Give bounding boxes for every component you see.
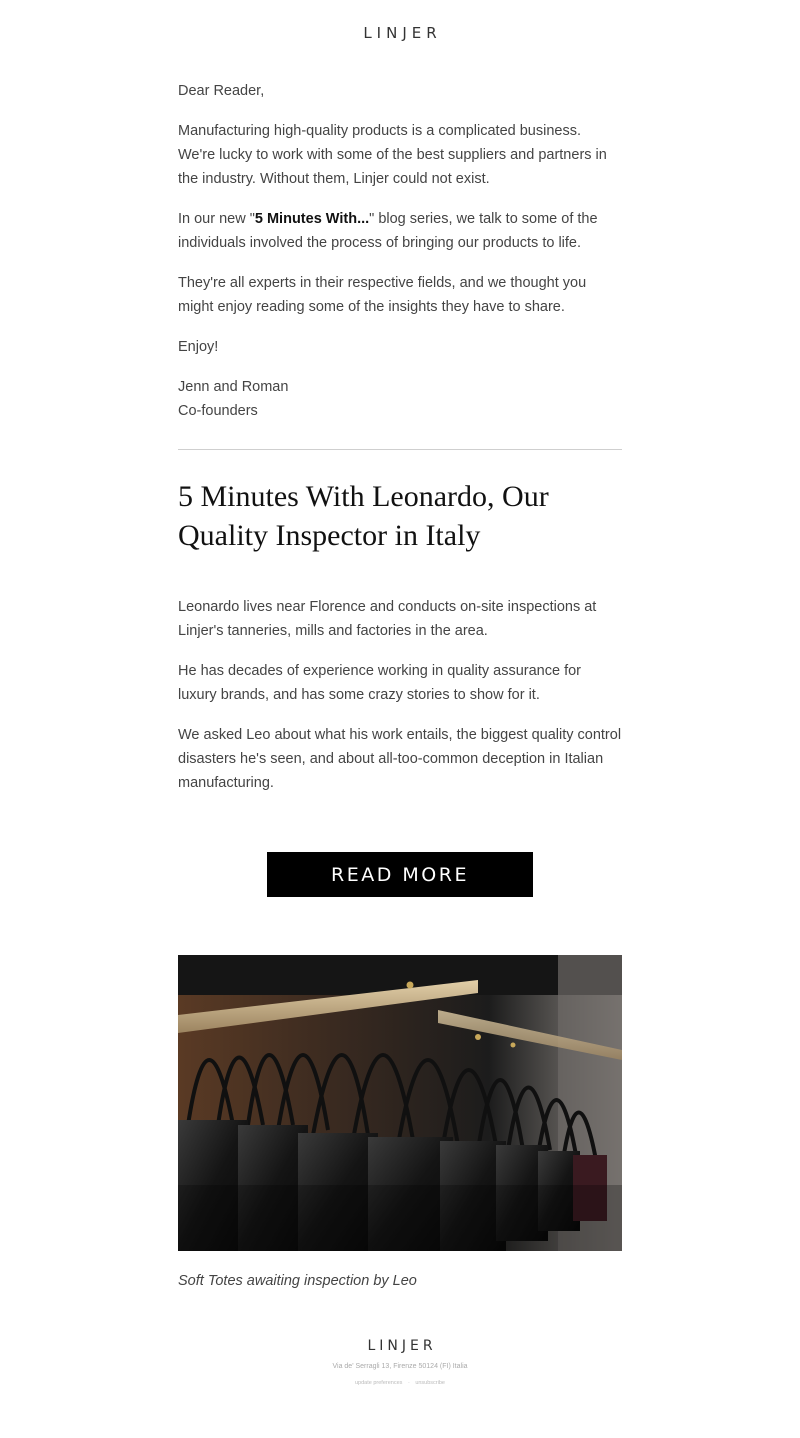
update-preferences-link[interactable]: update preferences [355, 1380, 403, 1386]
signature-title: Co-founders [178, 403, 258, 419]
article-paragraph-1: Leonardo lives near Florence and conducts on-site inspections at Linjer's tanneries, mills and factories in the area. [178, 599, 597, 639]
header-logo[interactable]: LINJER [363, 24, 442, 42]
unsubscribe-link[interactable]: unsubscribe [415, 1380, 445, 1386]
letter-paragraph-3: They're all experts in their respective fields, and we thought you might enjoy reading some of the insights they have to share. [178, 275, 587, 315]
letter-paragraph-1: Manufacturing high-quality products is a complicated business. We're lucky to work with some of the best suppliers and partners in the industry. Without them, Linjer could not exist. [178, 123, 607, 187]
series-name: 5 Minutes With... [254, 211, 370, 227]
p2-before: In our new " [178, 211, 255, 227]
greeting: Dear Reader, [178, 83, 265, 99]
intro-letter [178, 79, 622, 423]
read-more-button[interactable]: READ MORE [267, 852, 533, 897]
footer-address: Via de' Serragli 13, Firenze 50124 (FI) Italia [332, 1363, 468, 1370]
article-body [178, 595, 622, 811]
letter-paragraph-4: Enjoy! [178, 339, 219, 355]
letter-paragraph-2 [178, 207, 622, 255]
totes-photo[interactable] [178, 955, 622, 1251]
footer-links [0, 1380, 800, 1386]
totes-illustration [178, 955, 622, 1251]
article-paragraph-3: We asked Leo about what his work entails, the biggest quality control disasters he's seen, and about all-too-common deception in Italian manufacturing. [178, 727, 622, 791]
article-title: 5 Minutes With Leonardo, Our Quality Inspector in Italy [178, 480, 549, 552]
footer-separator: · [407, 1380, 410, 1386]
image-caption: Soft Totes awaiting inspection by Leo [178, 1273, 417, 1289]
section-divider [178, 449, 622, 450]
p2-after: " blog series, we talk to some of the individuals involved the process of bringing our products to life. [178, 211, 598, 251]
footer-logo[interactable]: LINJER [367, 1338, 437, 1354]
article-paragraph-2: He has decades of experience working in quality assurance for luxury brands, and has some crazy stories to show for it. [178, 663, 582, 703]
signature-name: Jenn and Roman [178, 379, 289, 395]
